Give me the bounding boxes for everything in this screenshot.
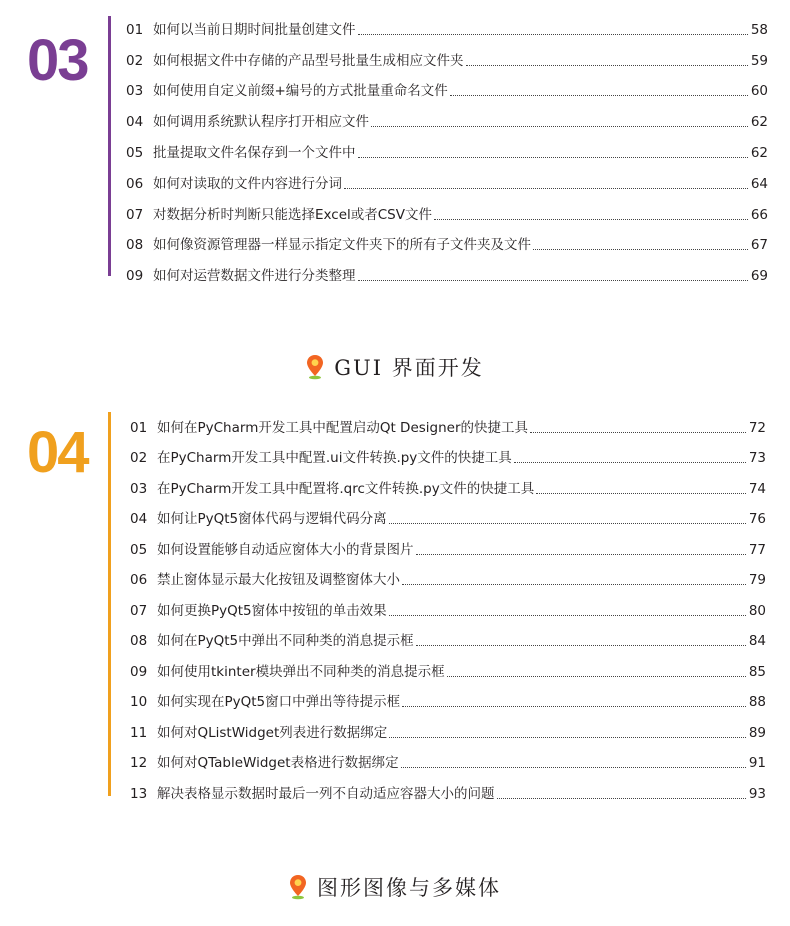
map-pin-icon [289,874,307,900]
toc-item-title: 如何在PyCharm开发工具中配置启动Qt Designer的快捷工具 [157,420,529,436]
toc-item-page: 89 [748,725,766,741]
toc-item-number: 08 [130,633,148,649]
toc-item-number: 07 [126,207,144,223]
toc-item[interactable] [130,782,766,804]
chapter-number-03: 03 [27,28,88,93]
toc-item-page: 93 [748,786,766,802]
toc-item-page: 62 [750,114,768,130]
chapter-number-04: 04 [27,420,88,485]
leader-dots [416,644,746,646]
toc-item-title: 如何根据文件中存储的产品型号批量生成相应文件夹 [153,53,464,69]
toc-item-title: 在PyCharm开发工具中配置将.qrc文件转换.py文件的快捷工具 [157,481,535,497]
toc-item-page: 64 [750,176,768,192]
toc-item-page: 59 [750,53,768,69]
toc-item[interactable] [130,538,766,560]
toc-item-title: 如何更换PyQt5窗体中按钮的单击效果 [157,603,387,619]
chapter-04-divider [108,412,111,796]
toc-item-page: 72 [748,420,766,436]
toc-item[interactable] [126,141,768,163]
toc-item-number: 01 [126,22,144,38]
toc-item[interactable] [130,507,766,529]
toc-item-number: 02 [130,450,148,466]
toc-item[interactable] [126,264,768,286]
toc-item-page: 60 [750,83,768,99]
section-title: 图形图像与多媒体 [317,876,501,900]
leader-dots [533,248,748,250]
toc-item-page: 91 [748,755,766,771]
leader-dots [358,279,748,281]
toc-item-title: 如何在PyQt5中弹出不同种类的消息提示框 [157,633,414,649]
toc-item-title: 如何对运营数据文件进行分类整理 [153,268,356,284]
toc-item-title: 如何调用系统默认程序打开相应文件 [153,114,369,130]
toc-item-number: 04 [130,511,148,527]
toc-item-page: 79 [748,572,766,588]
toc-item-title: 如何使用自定义前缀+编号的方式批量重命名文件 [153,83,448,99]
toc-item[interactable] [130,416,766,438]
leader-dots [530,431,746,433]
toc-item-number: 06 [126,176,144,192]
toc-item[interactable] [126,110,768,132]
toc-item-title: 如何实现在PyQt5窗口中弹出等待提示框 [157,694,401,710]
toc-item-number: 09 [126,268,144,284]
toc-item[interactable] [126,79,768,101]
toc-item-page: 69 [750,268,768,284]
leader-dots [402,705,746,707]
toc-item[interactable] [130,599,766,621]
toc-item-number: 01 [130,420,148,436]
leader-dots [344,187,748,189]
toc-item-number: 13 [130,786,148,802]
toc-item-page: 74 [748,481,766,497]
toc-item[interactable] [130,751,766,773]
toc-item[interactable] [130,568,766,590]
toc-item-number: 05 [130,542,148,558]
toc-item-number: 02 [126,53,144,69]
toc-item-page: 76 [748,511,766,527]
toc-item-title: 禁止窗体显示最大化按钮及调整窗体大小 [157,572,400,588]
map-pin-icon [306,354,324,380]
toc-item[interactable] [126,18,768,40]
toc-item-number: 10 [130,694,148,710]
toc-item-page: 77 [748,542,766,558]
toc-item[interactable] [130,446,766,468]
toc-item-title: 如何使用tkinter模块弹出不同种类的消息提示框 [157,664,445,680]
toc-item-title: 如何对QListWidget列表进行数据绑定 [157,725,388,741]
toc-item[interactable] [130,690,766,712]
toc-item-title: 如何对读取的文件内容进行分词 [153,176,342,192]
toc-item-page: 67 [750,237,768,253]
toc-item[interactable] [126,233,768,255]
leader-dots [514,461,746,463]
toc-item-page: 66 [750,207,768,223]
section-title: GUI 界面开发 [334,356,484,380]
leader-dots [402,583,746,585]
toc-item-number: 05 [126,145,144,161]
toc-item-number: 04 [126,114,144,130]
toc-item-number: 03 [126,83,144,99]
toc-item[interactable] [126,203,768,225]
toc-item-number: 06 [130,572,148,588]
leader-dots [389,614,746,616]
toc-item-title: 解决表格显示数据时最后一列不自动适应容器大小的问题 [157,786,495,802]
toc-item-page: 84 [748,633,766,649]
toc-item-page: 85 [748,664,766,680]
chapter-03-divider [108,16,111,276]
leader-dots [536,492,746,494]
toc-item-title: 如何对QTableWidget表格进行数据绑定 [157,755,399,771]
leader-dots [434,218,748,220]
toc-list-chapter-04 [130,410,766,810]
leader-dots [401,766,746,768]
toc-item-page: 80 [748,603,766,619]
toc-item-page: 73 [748,450,766,466]
leader-dots [358,33,748,35]
toc-item-number: 07 [130,603,148,619]
toc-item-title: 如何设置能够自动适应窗体大小的背景图片 [157,542,414,558]
toc-item-title: 如何像资源管理器一样显示指定文件夹下的所有子文件夹及文件 [153,237,531,253]
leader-dots [450,94,748,96]
toc-item-number: 12 [130,755,148,771]
toc-list-chapter-03 [126,14,768,284]
toc-item-number: 11 [130,725,148,741]
toc-item[interactable] [126,172,768,194]
toc-item-title: 对数据分析时判断只能选择Excel或者CSV文件 [153,207,432,223]
section-heading-gui [0,352,790,382]
leader-dots [389,736,746,738]
toc-item[interactable] [130,629,766,651]
toc-item[interactable] [130,721,766,743]
toc-item-page: 88 [748,694,766,710]
toc-item-page: 58 [750,22,768,38]
leader-dots [358,156,748,158]
leader-dots [416,553,746,555]
toc-item-number: 09 [130,664,148,680]
toc-item-title: 批量提取文件名保存到一个文件中 [153,145,356,161]
leader-dots [466,64,748,66]
section-heading-media [0,872,790,902]
toc-item[interactable] [130,477,766,499]
leader-dots [497,797,746,799]
toc-item-number: 08 [126,237,144,253]
leader-dots [447,675,746,677]
toc-item-title: 如何让PyQt5窗体代码与逻辑代码分离 [157,511,387,527]
leader-dots [371,125,748,127]
toc-item-title: 如何以当前日期时间批量创建文件 [153,22,356,38]
toc-item[interactable] [126,49,768,71]
leader-dots [389,522,746,524]
toc-item[interactable] [130,660,766,682]
toc-item-number: 03 [130,481,148,497]
toc-item-title: 在PyCharm开发工具中配置.ui文件转换.py文件的快捷工具 [157,450,512,466]
toc-item-page: 62 [750,145,768,161]
